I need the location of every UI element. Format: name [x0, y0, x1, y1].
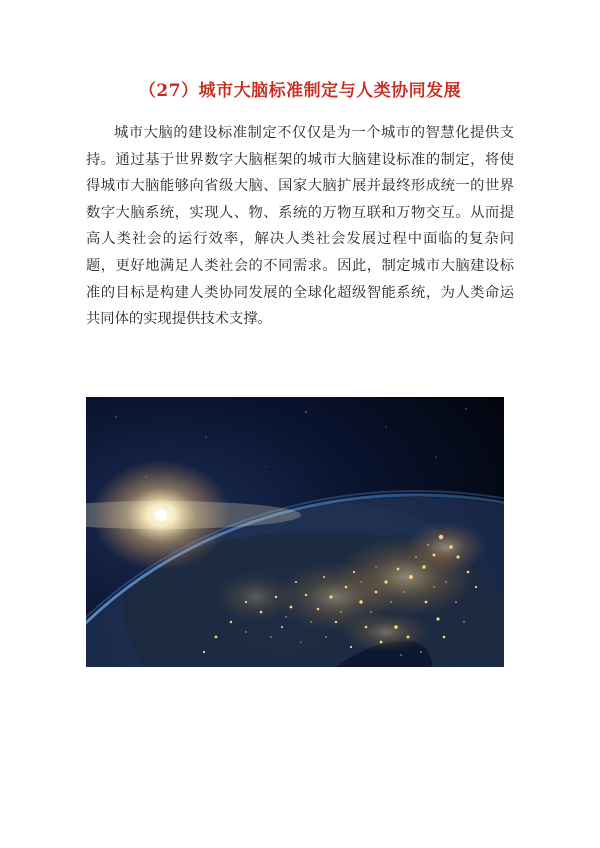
section-title: （27）城市大脑标准制定与人类协同发展: [138, 81, 462, 101]
earth-night-illustration: [86, 397, 504, 667]
body-paragraph: 城市大脑的建设标准制定不仅仅是为一个城市的智慧化提供支持。通过基于世界数字大脑框架的城市大脑建设标准的制定，将使得城市大脑能够向省级大脑、国家大脑扩展并最终形成统一的世界数字大脑系统，实现人、物、系统的万物互联和万物交互。从而提高人类社会的运行效率，解决人类社会发展过程中面临的复杂问题，更好地满足人类社会的不同需求。因此，制定城市大脑建设标准的目标是构建人类协同发展的全球化超级智能系统，为人类命运共同体的实现提供技术支撑。: [86, 125, 514, 328]
earth-night-image: [86, 397, 504, 667]
